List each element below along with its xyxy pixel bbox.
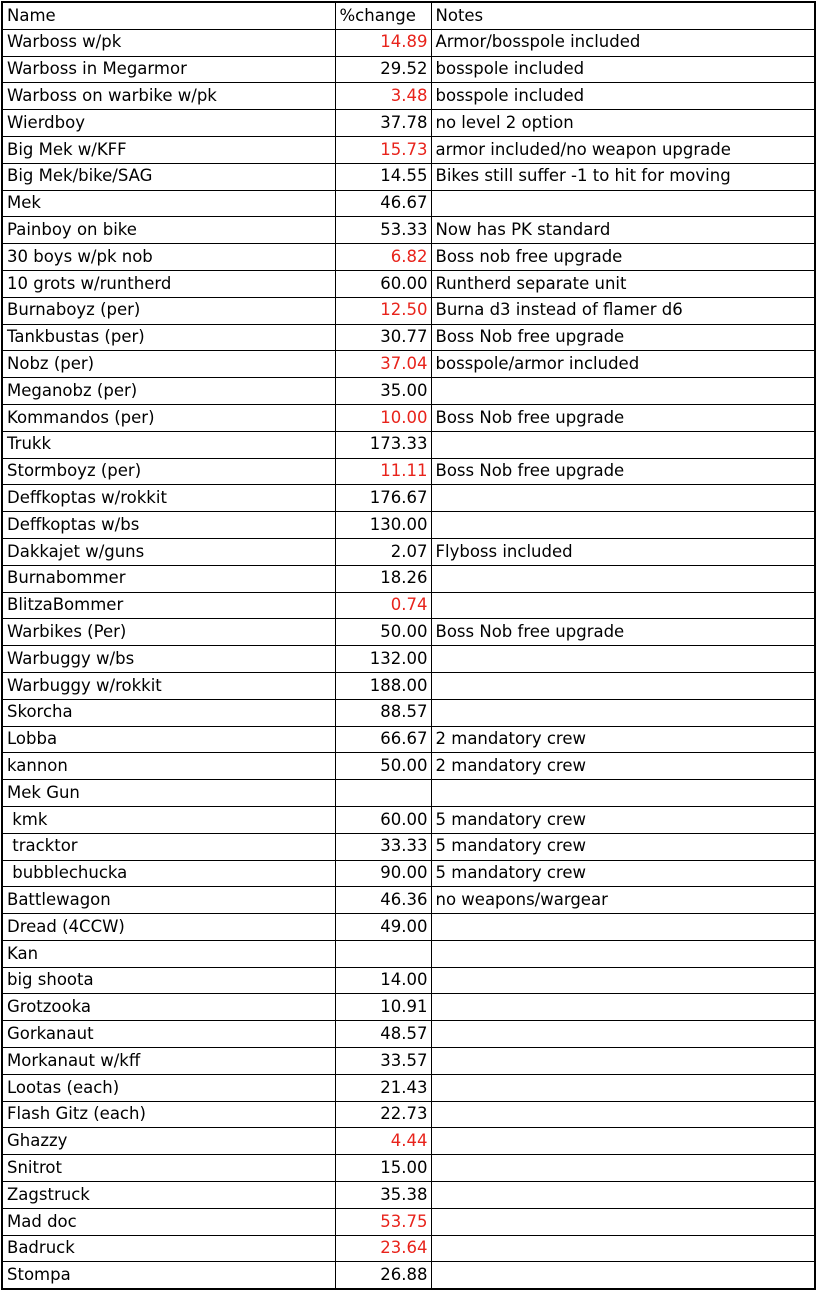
cell-pct-change[interactable]: 35.38 — [335, 1182, 431, 1209]
cell-name[interactable]: Warboss on warbike w/pk — [2, 83, 335, 110]
cell-notes[interactable] — [431, 565, 815, 592]
cell-pct-change[interactable]: 22.73 — [335, 1101, 431, 1128]
cell-notes[interactable]: 5 mandatory crew — [431, 833, 815, 860]
cell-name[interactable]: Deffkoptas w/bs — [2, 512, 335, 539]
table-row — [2, 592, 815, 619]
cell-notes[interactable]: 5 mandatory crew — [431, 860, 815, 887]
cell-notes[interactable] — [431, 1021, 815, 1048]
cell-name[interactable]: Kan — [2, 940, 335, 967]
cell-notes[interactable]: bosspole/armor included — [431, 351, 815, 378]
cell-notes[interactable] — [431, 485, 815, 512]
cell-pct-change[interactable]: 10.00 — [335, 404, 431, 431]
cell-pct-change[interactable]: 46.67 — [335, 190, 431, 217]
table-row — [2, 297, 815, 324]
table-row — [2, 1021, 815, 1048]
table-row — [2, 163, 815, 190]
cell-name[interactable]: Morkanaut w/kff — [2, 1048, 335, 1075]
cell-notes[interactable]: Boss Nob free upgrade — [431, 404, 815, 431]
cell-pct-change[interactable]: 4.44 — [335, 1128, 431, 1155]
cell-name[interactable]: Warboss w/pk — [2, 29, 335, 56]
cell-pct-change[interactable]: 26.88 — [335, 1262, 431, 1289]
header-notes[interactable]: Notes — [431, 2, 815, 29]
cell-notes[interactable] — [431, 646, 815, 673]
cell-notes[interactable]: Boss nob free upgrade — [431, 244, 815, 271]
cell-name[interactable]: big shoota — [2, 967, 335, 994]
cell-pct-change[interactable]: 50.00 — [335, 753, 431, 780]
cell-pct-change[interactable] — [335, 780, 431, 807]
cell-notes[interactable] — [431, 672, 815, 699]
table-row — [2, 806, 815, 833]
cell-pct-change[interactable]: 15.73 — [335, 136, 431, 163]
cell-name[interactable]: kmk — [2, 806, 335, 833]
cell-notes[interactable] — [431, 780, 815, 807]
cell-notes[interactable]: Boss Nob free upgrade — [431, 324, 815, 351]
table-row — [2, 619, 815, 646]
cell-pct-change[interactable]: 33.57 — [335, 1048, 431, 1075]
cell-pct-change[interactable]: 90.00 — [335, 860, 431, 887]
cell-notes[interactable]: bosspole included — [431, 56, 815, 83]
cell-name[interactable]: Trukk — [2, 431, 335, 458]
cell-pct-change[interactable]: 173.33 — [335, 431, 431, 458]
cell-name[interactable]: Grotzooka — [2, 994, 335, 1021]
table-row — [2, 1155, 815, 1182]
cell-name[interactable]: Deffkoptas w/rokkit — [2, 485, 335, 512]
table-row — [2, 431, 815, 458]
table-row — [2, 404, 815, 431]
table-row — [2, 994, 815, 1021]
table-row — [2, 646, 815, 673]
table-row — [2, 1262, 815, 1289]
table-row — [2, 565, 815, 592]
cell-pct-change[interactable]: 37.78 — [335, 110, 431, 137]
cell-notes[interactable]: bosspole included — [431, 83, 815, 110]
cell-pct-change[interactable]: 2.07 — [335, 538, 431, 565]
cell-pct-change[interactable]: 53.75 — [335, 1208, 431, 1235]
cell-notes[interactable] — [431, 940, 815, 967]
cell-pct-change[interactable]: 88.57 — [335, 699, 431, 726]
table-row — [2, 458, 815, 485]
cell-name[interactable]: kannon — [2, 753, 335, 780]
cell-name[interactable]: Battlewagon — [2, 887, 335, 914]
cell-notes[interactable]: 5 mandatory crew — [431, 806, 815, 833]
cell-name[interactable]: Nobz (per) — [2, 351, 335, 378]
table-row — [2, 351, 815, 378]
cell-pct-change[interactable]: 132.00 — [335, 646, 431, 673]
cell-pct-change[interactable] — [335, 940, 431, 967]
cell-name[interactable]: Burnabommer — [2, 565, 335, 592]
cell-notes[interactable]: 2 mandatory crew — [431, 753, 815, 780]
table-row — [2, 1208, 815, 1235]
cell-notes[interactable]: armor included/no weapon upgrade — [431, 136, 815, 163]
cell-notes[interactable] — [431, 967, 815, 994]
table-row — [2, 833, 815, 860]
cell-notes[interactable]: Burna d3 instead of flamer d6 — [431, 297, 815, 324]
table-row — [2, 110, 815, 137]
cell-pct-change[interactable]: 6.82 — [335, 244, 431, 271]
cell-pct-change[interactable]: 15.00 — [335, 1155, 431, 1182]
cell-pct-change[interactable]: 11.11 — [335, 458, 431, 485]
cell-name[interactable]: Warboss in Megarmor — [2, 56, 335, 83]
cell-notes[interactable] — [431, 1235, 815, 1262]
cell-name[interactable]: Warbikes (Per) — [2, 619, 335, 646]
cell-pct-change[interactable]: 14.00 — [335, 967, 431, 994]
table-row — [2, 83, 815, 110]
cell-notes[interactable] — [431, 1048, 815, 1075]
cell-notes[interactable]: no level 2 option — [431, 110, 815, 137]
table-body — [2, 2, 815, 1289]
cell-notes[interactable] — [431, 1128, 815, 1155]
table-row — [2, 512, 815, 539]
cell-pct-change[interactable]: 60.00 — [335, 806, 431, 833]
cell-name[interactable]: Mek Gun — [2, 780, 335, 807]
cell-pct-change[interactable]: 188.00 — [335, 672, 431, 699]
cell-name[interactable]: Lootas (each) — [2, 1074, 335, 1101]
cell-name[interactable]: Painboy on bike — [2, 217, 335, 244]
cell-notes[interactable] — [431, 914, 815, 941]
table-row — [2, 1101, 815, 1128]
cell-name[interactable]: 10 grots w/runtherd — [2, 270, 335, 297]
cell-notes[interactable] — [431, 1182, 815, 1209]
cell-name[interactable]: Snitrot — [2, 1155, 335, 1182]
cell-notes[interactable]: Boss Nob free upgrade — [431, 619, 815, 646]
cell-pct-change[interactable]: 48.57 — [335, 1021, 431, 1048]
cell-pct-change[interactable]: 60.00 — [335, 270, 431, 297]
cell-pct-change[interactable]: 46.36 — [335, 887, 431, 914]
cell-notes[interactable] — [431, 1155, 815, 1182]
cell-name[interactable]: bubblechucka — [2, 860, 335, 887]
cell-notes[interactable] — [431, 1101, 815, 1128]
table-row — [2, 29, 815, 56]
table-row — [2, 485, 815, 512]
cell-name[interactable]: Big Mek/bike/SAG — [2, 163, 335, 190]
cell-notes[interactable]: 2 mandatory crew — [431, 726, 815, 753]
table-row — [2, 753, 815, 780]
table-row — [2, 378, 815, 405]
table-row — [2, 538, 815, 565]
cell-notes[interactable]: Now has PK standard — [431, 217, 815, 244]
cell-pct-change[interactable]: 53.33 — [335, 217, 431, 244]
cell-name[interactable]: BlitzaBommer — [2, 592, 335, 619]
cell-name[interactable]: Skorcha — [2, 699, 335, 726]
cell-name[interactable]: 30 boys w/pk nob — [2, 244, 335, 271]
cell-pct-change[interactable]: 12.50 — [335, 297, 431, 324]
cell-pct-change[interactable]: 29.52 — [335, 56, 431, 83]
cell-notes[interactable]: Boss Nob free upgrade — [431, 458, 815, 485]
table-row — [2, 1182, 815, 1209]
cell-pct-change[interactable]: 35.00 — [335, 378, 431, 405]
header-name[interactable]: Name — [2, 2, 335, 29]
cell-name[interactable]: Zagstruck — [2, 1182, 335, 1209]
cell-notes[interactable] — [431, 994, 815, 1021]
table-row — [2, 244, 815, 271]
table-row — [2, 914, 815, 941]
cell-notes[interactable] — [431, 1074, 815, 1101]
cell-pct-change[interactable]: 37.04 — [335, 351, 431, 378]
cell-notes[interactable] — [431, 699, 815, 726]
cell-pct-change[interactable]: 3.48 — [335, 83, 431, 110]
cell-notes[interactable]: no weapons/wargear — [431, 887, 815, 914]
cell-pct-change[interactable]: 66.67 — [335, 726, 431, 753]
cell-pct-change[interactable]: 176.67 — [335, 485, 431, 512]
cell-notes[interactable] — [431, 378, 815, 405]
cell-notes[interactable]: Runtherd separate unit — [431, 270, 815, 297]
cell-name[interactable]: Dakkajet w/guns — [2, 538, 335, 565]
cell-name[interactable]: Dread (4CCW) — [2, 914, 335, 941]
cell-name[interactable]: Burnaboyz (per) — [2, 297, 335, 324]
cell-notes[interactable] — [431, 1208, 815, 1235]
table-row — [2, 190, 815, 217]
cell-name[interactable]: Tankbustas (per) — [2, 324, 335, 351]
cell-pct-change[interactable]: 10.91 — [335, 994, 431, 1021]
cell-pct-change[interactable]: 50.00 — [335, 619, 431, 646]
table-row — [2, 270, 815, 297]
table-row — [2, 324, 815, 351]
cell-name[interactable]: Mek — [2, 190, 335, 217]
cell-notes[interactable]: Flyboss included — [431, 538, 815, 565]
table-row — [2, 1128, 815, 1155]
table-row — [2, 1074, 815, 1101]
cell-pct-change[interactable]: 21.43 — [335, 1074, 431, 1101]
cell-name[interactable]: Stompa — [2, 1262, 335, 1289]
cell-name[interactable]: Gorkanaut — [2, 1021, 335, 1048]
cell-name[interactable]: Flash Gitz (each) — [2, 1101, 335, 1128]
cell-pct-change[interactable]: 130.00 — [335, 512, 431, 539]
cell-notes[interactable]: Bikes still suffer -1 to hit for moving — [431, 163, 815, 190]
cell-name[interactable]: Meganobz (per) — [2, 378, 335, 405]
cell-notes[interactable]: Armor/bosspole included — [431, 29, 815, 56]
cell-name[interactable]: Lobba — [2, 726, 335, 753]
cell-notes[interactable] — [431, 512, 815, 539]
cell-pct-change[interactable]: 0.74 — [335, 592, 431, 619]
table-row — [2, 726, 815, 753]
cell-name[interactable]: Stormboyz (per) — [2, 458, 335, 485]
cell-name[interactable]: tracktor — [2, 833, 335, 860]
cell-pct-change[interactable]: 14.89 — [335, 29, 431, 56]
table-row — [2, 56, 815, 83]
cell-name[interactable]: Mad doc — [2, 1208, 335, 1235]
cell-notes[interactable] — [431, 190, 815, 217]
table-row — [2, 217, 815, 244]
cell-pct-change[interactable]: 30.77 — [335, 324, 431, 351]
table-row — [2, 967, 815, 994]
cell-pct-change[interactable]: 49.00 — [335, 914, 431, 941]
table-row — [2, 860, 815, 887]
cell-pct-change[interactable]: 14.55 — [335, 163, 431, 190]
points-change-table — [1, 1, 816, 1290]
table-row — [2, 780, 815, 807]
cell-name[interactable]: Kommandos (per) — [2, 404, 335, 431]
table-row — [2, 940, 815, 967]
cell-name[interactable]: Warbuggy w/rokkit — [2, 672, 335, 699]
cell-pct-change[interactable]: 23.64 — [335, 1235, 431, 1262]
cell-notes[interactable] — [431, 592, 815, 619]
table-row — [2, 672, 815, 699]
cell-name[interactable]: Warbuggy w/bs — [2, 646, 335, 673]
cell-pct-change[interactable]: 18.26 — [335, 565, 431, 592]
cell-name[interactable]: Wierdboy — [2, 110, 335, 137]
table-row — [2, 699, 815, 726]
table-row — [2, 1048, 815, 1075]
cell-name[interactable]: Badruck — [2, 1235, 335, 1262]
cell-name[interactable]: Big Mek w/KFF — [2, 136, 335, 163]
cell-notes[interactable] — [431, 431, 815, 458]
table-row — [2, 136, 815, 163]
cell-pct-change[interactable]: 33.33 — [335, 833, 431, 860]
cell-notes[interactable] — [431, 1262, 815, 1289]
cell-name[interactable]: Ghazzy — [2, 1128, 335, 1155]
table-row — [2, 1235, 815, 1262]
header-pct-change[interactable]: %change — [335, 2, 431, 29]
table-row — [2, 887, 815, 914]
header-row — [2, 2, 815, 29]
